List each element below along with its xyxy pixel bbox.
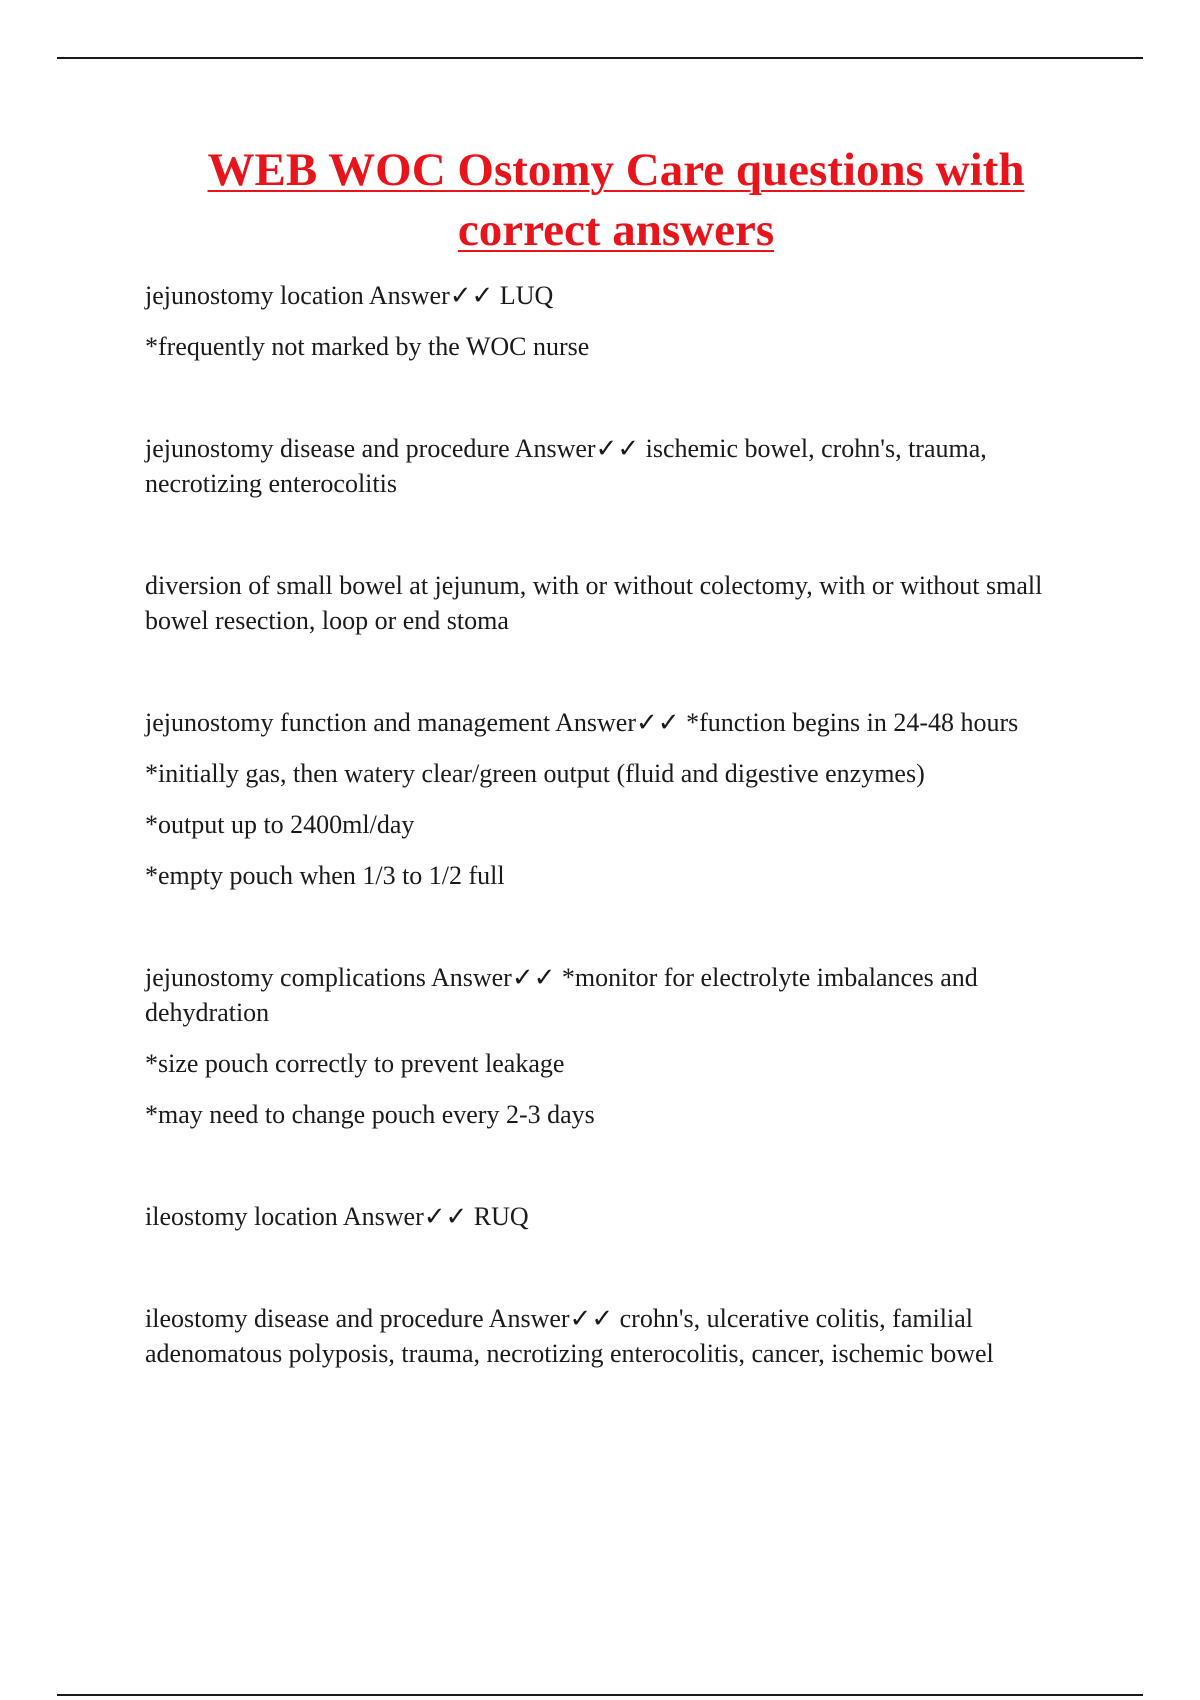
paragraph-ileostomy-location: ileostomy location Answer✓✓ RUQ — [145, 1202, 529, 1231]
paragraph-jejunostomy-disease: jejunostomy disease and procedure Answer✓✓ ischemic bowel, crohn's, trauma, necrotizing enterocolitis — [145, 434, 987, 498]
paragraph-jejunostomy-change-pouch: *may need to change pouch every 2-3 days — [145, 1100, 595, 1129]
paragraph-jejunostomy-diversion: diversion of small bowel at jejunum, with or without colectomy, with or without small bowel resection, loop or end stoma — [145, 571, 1043, 635]
paragraph-jejunostomy-complications: jejunostomy complications Answer✓✓ *monitor for electrolyte imbalances and dehydration — [145, 963, 978, 1027]
paragraph-jejunostomy-empty-pouch: *empty pouch when 1/3 to 1/2 full — [145, 861, 505, 890]
page-title — [0, 140, 1200, 260]
paragraph-jejunostomy-output-type: *initially gas, then watery clear/green output (fluid and digestive enzymes) — [145, 759, 925, 788]
paragraph-jejunostomy-output-volume: *output up to 2400ml/day — [145, 810, 415, 839]
bottom-rule — [57, 1694, 1143, 1696]
paragraph-jejunostomy-location-note: *frequently not marked by the WOC nurse — [145, 332, 590, 361]
paragraph-ileostomy-disease: ileostomy disease and procedure Answer✓✓ crohn's, ulcerative colitis, familial adenomatous polyposis, trauma, necrotizing enterocolitis, cancer, ischemic bowel — [145, 1304, 994, 1368]
paragraph-jejunostomy-location: jejunostomy location Answer✓✓ LUQ — [145, 281, 554, 310]
title-line-1: WEB WOC Ostomy Care questions with — [207, 144, 1025, 196]
top-rule — [57, 57, 1143, 59]
paragraph-jejunostomy-function: jejunostomy function and management Answer✓✓ *function begins in 24-48 hours — [145, 708, 1019, 737]
document-body — [145, 278, 1075, 1387]
title-line-2: correct answers — [457, 204, 775, 256]
paragraph-jejunostomy-size-pouch: *size pouch correctly to prevent leakage — [145, 1049, 565, 1078]
